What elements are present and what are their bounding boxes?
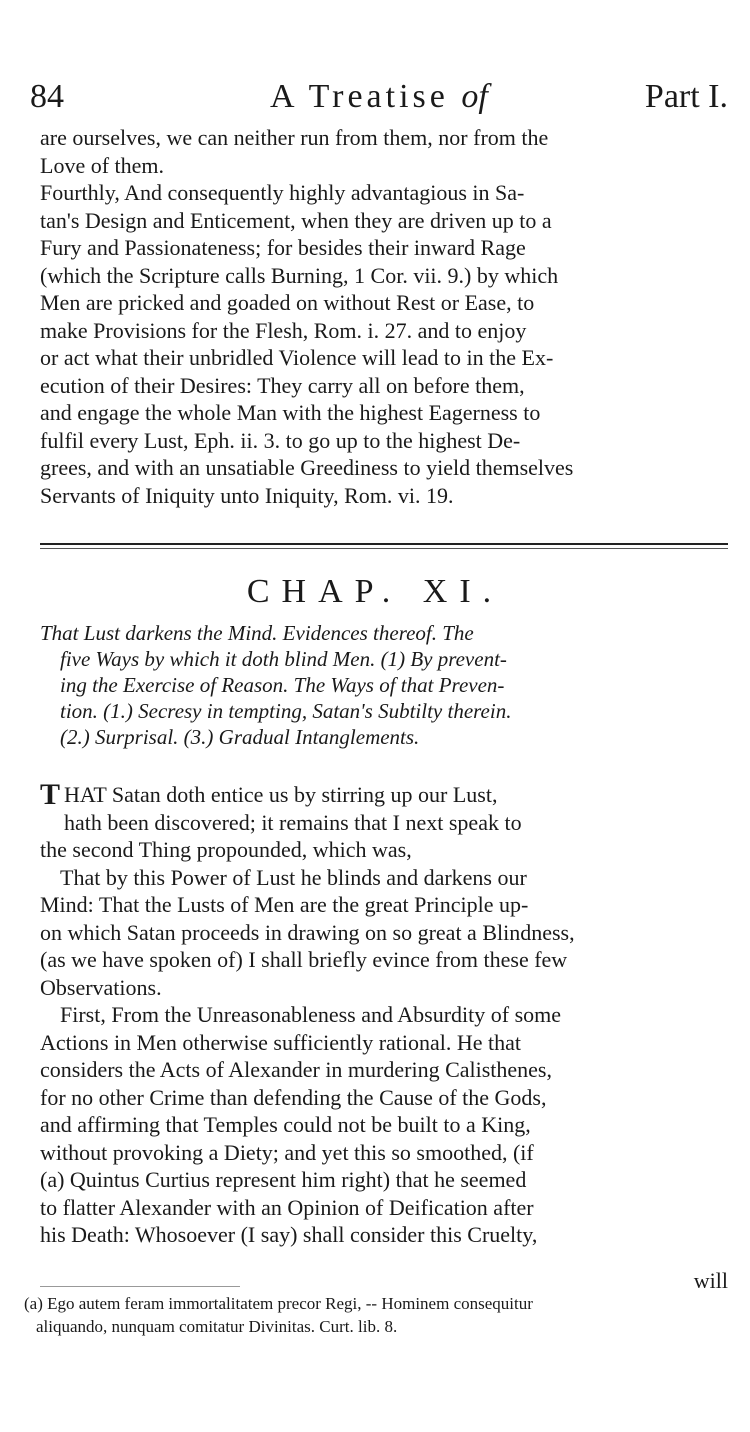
section-divider bbox=[40, 543, 728, 549]
part-label: Part I. bbox=[644, 78, 728, 115]
running-title-italic: of bbox=[461, 78, 488, 115]
text-line: and engage the whole Man with the highest Eagerness to bbox=[40, 400, 541, 425]
summary-line: ing the Exercise of Reason. The Ways of that Preven- bbox=[60, 673, 505, 697]
text-block-2 bbox=[40, 781, 728, 1249]
text-line: Mind: That the Lusts of Men are the great Principle up- bbox=[40, 892, 529, 917]
text-line: hath been discovered; it remains that I next speak to bbox=[64, 809, 522, 835]
text-line: (which the Scripture calls Burning, 1 Cor. vii. 9.) by which bbox=[40, 262, 559, 288]
text-line: Fourthly, And consequently highly advantagious in Sa- bbox=[40, 180, 525, 205]
text-block-1 bbox=[40, 124, 728, 509]
footnote-line: aliquando, nunquam comitatur Divinitas. Curt. lib. 8. bbox=[36, 1317, 398, 1336]
text-line: his Death: Whosoever (I say) shall consider this Cruelty, bbox=[40, 1222, 538, 1247]
footnote-rule bbox=[40, 1286, 240, 1287]
summary-line: That Lust darkens the Mind. Evidences thereof. The bbox=[40, 621, 474, 645]
text-line: Fury and Passionateness; for besides their inward Rage bbox=[40, 235, 526, 260]
text-line: (as we have spoken of) I shall briefly evince from these few bbox=[40, 947, 568, 972]
catchword: will bbox=[693, 1268, 728, 1293]
text-line: ecution of their Desires: They carry all on before them, bbox=[40, 372, 525, 398]
text-line: make Provisions for the Flesh, Rom. i. 27. and to enjoy bbox=[40, 317, 527, 343]
text-line: That by this Power of Lust he blinds and darkens our bbox=[60, 864, 527, 890]
text-line: for no other Crime than defending the Cause of the Gods, bbox=[40, 1084, 547, 1110]
text-line: without provoking a Diety; and yet this so smoothed, (if bbox=[40, 1139, 534, 1165]
text-line: First, From the Unreasonableness and Absurdity of some bbox=[60, 1002, 562, 1027]
footnote-line: (a) Ego autem feram immortalitatem precor Regi, -- Hominem consequitur bbox=[24, 1294, 533, 1313]
chapter-heading: CHAP. XI. bbox=[246, 573, 504, 610]
text-line-rest: HAT Satan doth entice us by stirring up our Lust, bbox=[64, 782, 498, 807]
text-line: fulfil every Lust, Eph. ii. 3. to go up to the highest De- bbox=[40, 427, 521, 453]
text-line: grees, and with an unsatiable Greediness to yield themselves bbox=[40, 455, 574, 480]
text-line bbox=[40, 781, 728, 809]
text-line: Men are pricked and goaded on without Rest or Ease, to bbox=[40, 290, 535, 315]
text-line: tan's Design and Enticement, when they are driven up to a bbox=[40, 207, 552, 233]
text-line: Love of them. bbox=[40, 152, 165, 178]
running-title bbox=[270, 78, 488, 116]
summary-line: five Ways by which it doth blind Men. (1) By prevent- bbox=[60, 647, 507, 671]
text-line: or act what their unbridled Violence will lead to in the Ex- bbox=[40, 345, 554, 370]
text-line: to flatter Alexander with an Opinion of Deification after bbox=[40, 1194, 534, 1220]
text-line: Observations. bbox=[40, 974, 162, 1000]
text-line: Servants of Iniquity unto Iniquity, Rom. vi. 19. bbox=[40, 482, 454, 508]
text-line: are ourselves, we can neither run from them, nor from the bbox=[40, 125, 549, 150]
footnote bbox=[24, 1292, 728, 1338]
text-line: the second Thing propounded, which was, bbox=[40, 837, 412, 862]
chapter-summary bbox=[40, 620, 728, 750]
summary-line: (2.) Surprisal. (3.) Gradual Intanglements. bbox=[60, 725, 420, 749]
text-line: on which Satan proceeds in drawing on so great a Blindness, bbox=[40, 919, 575, 945]
page-number: 84 bbox=[30, 78, 64, 115]
summary-line: tion. (1.) Secresy in tempting, Satan's Subtilty therein. bbox=[60, 699, 512, 723]
running-header bbox=[30, 78, 728, 124]
running-title-caps: A Treatise bbox=[270, 78, 449, 115]
drop-cap: T bbox=[40, 781, 61, 809]
text-line: and affirming that Temples could not be built to a King, bbox=[40, 1112, 531, 1137]
text-line: Actions in Men otherwise sufficiently rational. He that bbox=[40, 1029, 522, 1055]
text-line: considers the Acts of Alexander in murdering Calisthenes, bbox=[40, 1057, 552, 1082]
text-line: (a) Quintus Curtius represent him right) that he seemed bbox=[40, 1167, 527, 1192]
